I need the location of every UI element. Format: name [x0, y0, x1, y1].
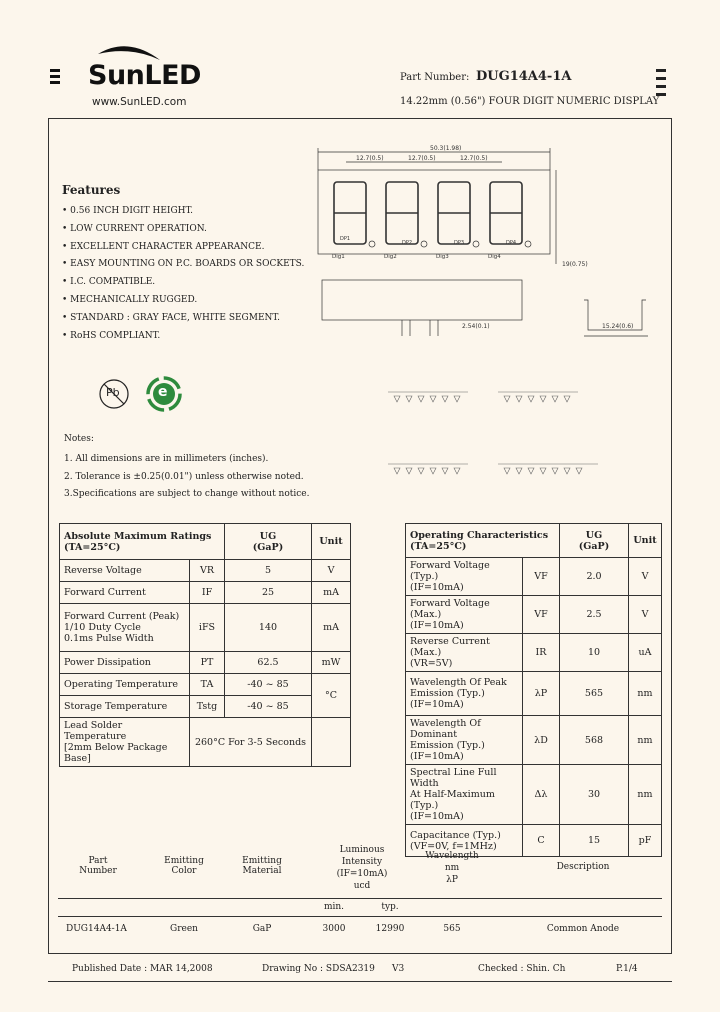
ug-header: UG (GaP) [560, 524, 629, 558]
unit-cell: nm [629, 765, 662, 825]
unit-cell [312, 718, 351, 767]
table-row [406, 716, 662, 765]
param-cell: Forward Current (Peak) 1/10 Duty Cycle 0.1ms Pulse Width [60, 604, 190, 652]
param-cell: Forward Current [60, 582, 190, 604]
table-row [60, 604, 351, 652]
value-cell: 10 [560, 634, 629, 672]
footer-rule [48, 981, 672, 982]
typ-label: typ. [381, 902, 399, 912]
feature-item: • MECHANICALLY RUGGED. [62, 294, 198, 305]
param-cell: Reverse Voltage [60, 560, 190, 582]
table-header-row [60, 524, 351, 560]
col-header-wavelength: Wavelength nm λP [425, 851, 479, 885]
table-row [60, 696, 351, 718]
notes-list [64, 451, 310, 504]
unit-cell: °C [312, 674, 351, 718]
circuit-diagram [378, 370, 618, 500]
features-list [62, 203, 304, 345]
symbol-cell: IF [190, 582, 225, 604]
unit-cell: mW [312, 652, 351, 674]
param-cell: Operating Temperature [60, 674, 190, 696]
feature-item: • 0.56 INCH DIGIT HEIGHT. [62, 206, 194, 216]
value-cell: 260°C For 3-5 Seconds [190, 718, 312, 767]
table-row [406, 765, 662, 825]
symbol-cell: Tstg [190, 696, 225, 718]
value-cell: 15 [560, 825, 629, 857]
min-label: min. [323, 902, 345, 912]
drawing-number: Drawing No : SDSA2319 [262, 964, 375, 974]
ug-header: UG (GaP) [225, 524, 312, 560]
table-row [406, 558, 662, 596]
unit-cell: V [629, 596, 662, 634]
param-cell: Wavelength Of Peak Emission (Typ.) (IF=10mA) [406, 672, 523, 716]
col-header-color: Emitting Color [164, 856, 204, 876]
dim-height-label: 19(0.75) [562, 261, 588, 268]
version: V3 [392, 964, 405, 974]
unit-cell: V [312, 560, 351, 582]
param-cell: Lead Solder Temperature [2mm Below Package Base] [60, 718, 190, 767]
row-color: Green [170, 924, 198, 934]
package-drawing [312, 140, 662, 350]
unit-header: Unit [312, 524, 351, 560]
dim-digit2-label: 12.7(0.5) [408, 155, 436, 162]
unit-cell: mA [312, 604, 351, 652]
value-cell: 5 [225, 560, 312, 582]
dim-digit1-label: 12.7(0.5) [356, 155, 384, 162]
rohs-e-label: e [158, 384, 168, 400]
symbol-cell: VR [190, 560, 225, 582]
digit-label: Dig2 [384, 254, 397, 260]
col-header-material: Emitting Material [242, 856, 282, 876]
param-cell: Capacitance (Typ.) (VF=0V, f=1MHz) [406, 825, 523, 857]
symbol-cell: λP [523, 672, 560, 716]
part-number-label: Part Number: [400, 72, 470, 83]
unit-cell: nm [629, 672, 662, 716]
feature-item: • STANDARD : GRAY FACE, WHITE SEGMENT. [62, 312, 280, 323]
unit-cell: mA [312, 582, 351, 604]
dp-label: DP3 [454, 240, 465, 246]
dim-digit3-label: 12.7(0.5) [460, 155, 488, 162]
unit-header: Unit [629, 524, 662, 558]
symbol-cell: C [523, 825, 560, 857]
symbol-cell: VF [523, 558, 560, 596]
note-item: 1. All dimensions are in millimeters (inches). [64, 454, 269, 464]
website-link[interactable]: www.SunLED.com [92, 96, 187, 108]
row-min: 3000 [322, 924, 346, 934]
feature-item: • I.C. COMPATIBLE. [62, 277, 156, 288]
value-cell: 62.5 [225, 652, 312, 674]
note-item: 2. Tolerance is ±0.25(0.01") unless otherwise noted. [64, 471, 304, 482]
pb-free-icon [98, 378, 130, 410]
feature-item: • EASY MOUNTING ON P.C. BOARDS OR SOCKETS. [62, 259, 305, 270]
dim-top-label: 50.3(1.98) [430, 145, 462, 152]
symbol-cell: PT [190, 652, 225, 674]
digit-label: Dig4 [488, 254, 501, 260]
table-row [60, 674, 351, 696]
dim-pitch-label: 2.54(0.1) [462, 323, 490, 330]
unit-cell: V [629, 558, 662, 596]
table-row [60, 718, 351, 767]
param-cell: Spectral Line Full Width At Half-Maximum (Typ.) (IF=10mA) [406, 765, 523, 825]
symbol-cell: VF [523, 596, 560, 634]
page-number: P.1/4 [616, 964, 638, 974]
product-description: 14.22mm (0.56") FOUR DIGIT NUMERIC DISPLAY [400, 96, 660, 107]
footer [48, 955, 672, 985]
part-number: DUG14A4-1A [476, 69, 572, 84]
param-cell: Power Dissipation [60, 652, 190, 674]
symbol-cell: λD [523, 716, 560, 765]
op-char-title-cell: Operating Characteristics (TA=25°C) [406, 524, 560, 558]
unit-cell: uA [629, 634, 662, 672]
note-item: 3.Specifications are subject to change without notice. [64, 489, 310, 499]
unit-cell: pF [629, 825, 662, 857]
col-header-part: Part Number [79, 856, 117, 876]
divider [58, 916, 662, 917]
table-row [60, 582, 351, 604]
dim-lead-label: 15.24(0.6) [602, 323, 634, 330]
logo-text: SunLED [88, 60, 201, 91]
col-header-description: Description [556, 862, 610, 872]
row-material: GaP [252, 924, 272, 934]
dp-label: DP1 [340, 236, 351, 242]
published-date: Published Date : MAR 14,2008 [72, 964, 213, 974]
value-cell: 30 [560, 765, 629, 825]
dp-label: DP4 [506, 240, 517, 246]
param-cell: Storage Temperature [60, 696, 190, 718]
symbol-cell: TA [190, 674, 225, 696]
row-wavelength: 565 [443, 924, 461, 934]
checked-by: Checked : Shin. Ch [478, 964, 566, 974]
unit-cell: nm [629, 716, 662, 765]
pb-label: Pb [106, 386, 120, 399]
value-cell: 2.0 [560, 558, 629, 596]
abs-max-title-cell: Absolute Maximum Ratings (TA=25°C) [60, 524, 225, 560]
table-row [406, 634, 662, 672]
param-cell: Reverse Current (Max.) (VR=5V) [406, 634, 523, 672]
symbol-cell: Δλ [523, 765, 560, 825]
col-header-intensity: Luminous Intensity (IF=10mA) ucd [336, 845, 388, 891]
row-typ: 12990 [375, 924, 405, 934]
notes-title: Notes: [64, 434, 94, 444]
param-cell: Forward Voltage (Typ.) (IF=10mA) [406, 558, 523, 596]
divider [58, 898, 662, 899]
value-cell: 565 [560, 672, 629, 716]
table-header-row [406, 524, 662, 558]
table-row [60, 652, 351, 674]
digit-label: Dig1 [332, 254, 345, 260]
value-cell: 568 [560, 716, 629, 765]
row-part: DUG14A4-1A [66, 924, 127, 934]
rohs-e-icon [146, 376, 182, 412]
header-bars-right [656, 69, 670, 99]
param-cell: Forward Voltage (Max.) (IF=10mA) [406, 596, 523, 634]
internal-circuit-icon [378, 370, 618, 500]
feature-item: • LOW CURRENT OPERATION. [62, 223, 207, 234]
dp-label: DP2 [402, 240, 413, 246]
features-title: Features [62, 183, 121, 197]
dimension-drawing [312, 140, 662, 350]
param-cell: Wavelength Of Dominant Emission (Typ.) (IF=10mA) [406, 716, 523, 765]
digit-label: Dig3 [436, 254, 449, 260]
feature-item: • EXCELLENT CHARACTER APPEARANCE. [62, 241, 265, 252]
symbol-cell: IR [523, 634, 560, 672]
symbol-cell: iFS [190, 604, 225, 652]
value-cell: 25 [225, 582, 312, 604]
feature-item: • RoHS COMPLIANT. [62, 330, 161, 341]
selection-guide [58, 842, 662, 942]
table-row [406, 596, 662, 634]
table-row [60, 560, 351, 582]
value-cell: -40 ~ 85 [225, 696, 312, 718]
table-row [406, 672, 662, 716]
value-cell: -40 ~ 85 [225, 674, 312, 696]
row-description: Common Anode [546, 924, 620, 934]
value-cell: 2.5 [560, 596, 629, 634]
abs-max-table [59, 523, 351, 767]
op-char-table [405, 523, 662, 857]
value-cell: 140 [225, 604, 312, 652]
